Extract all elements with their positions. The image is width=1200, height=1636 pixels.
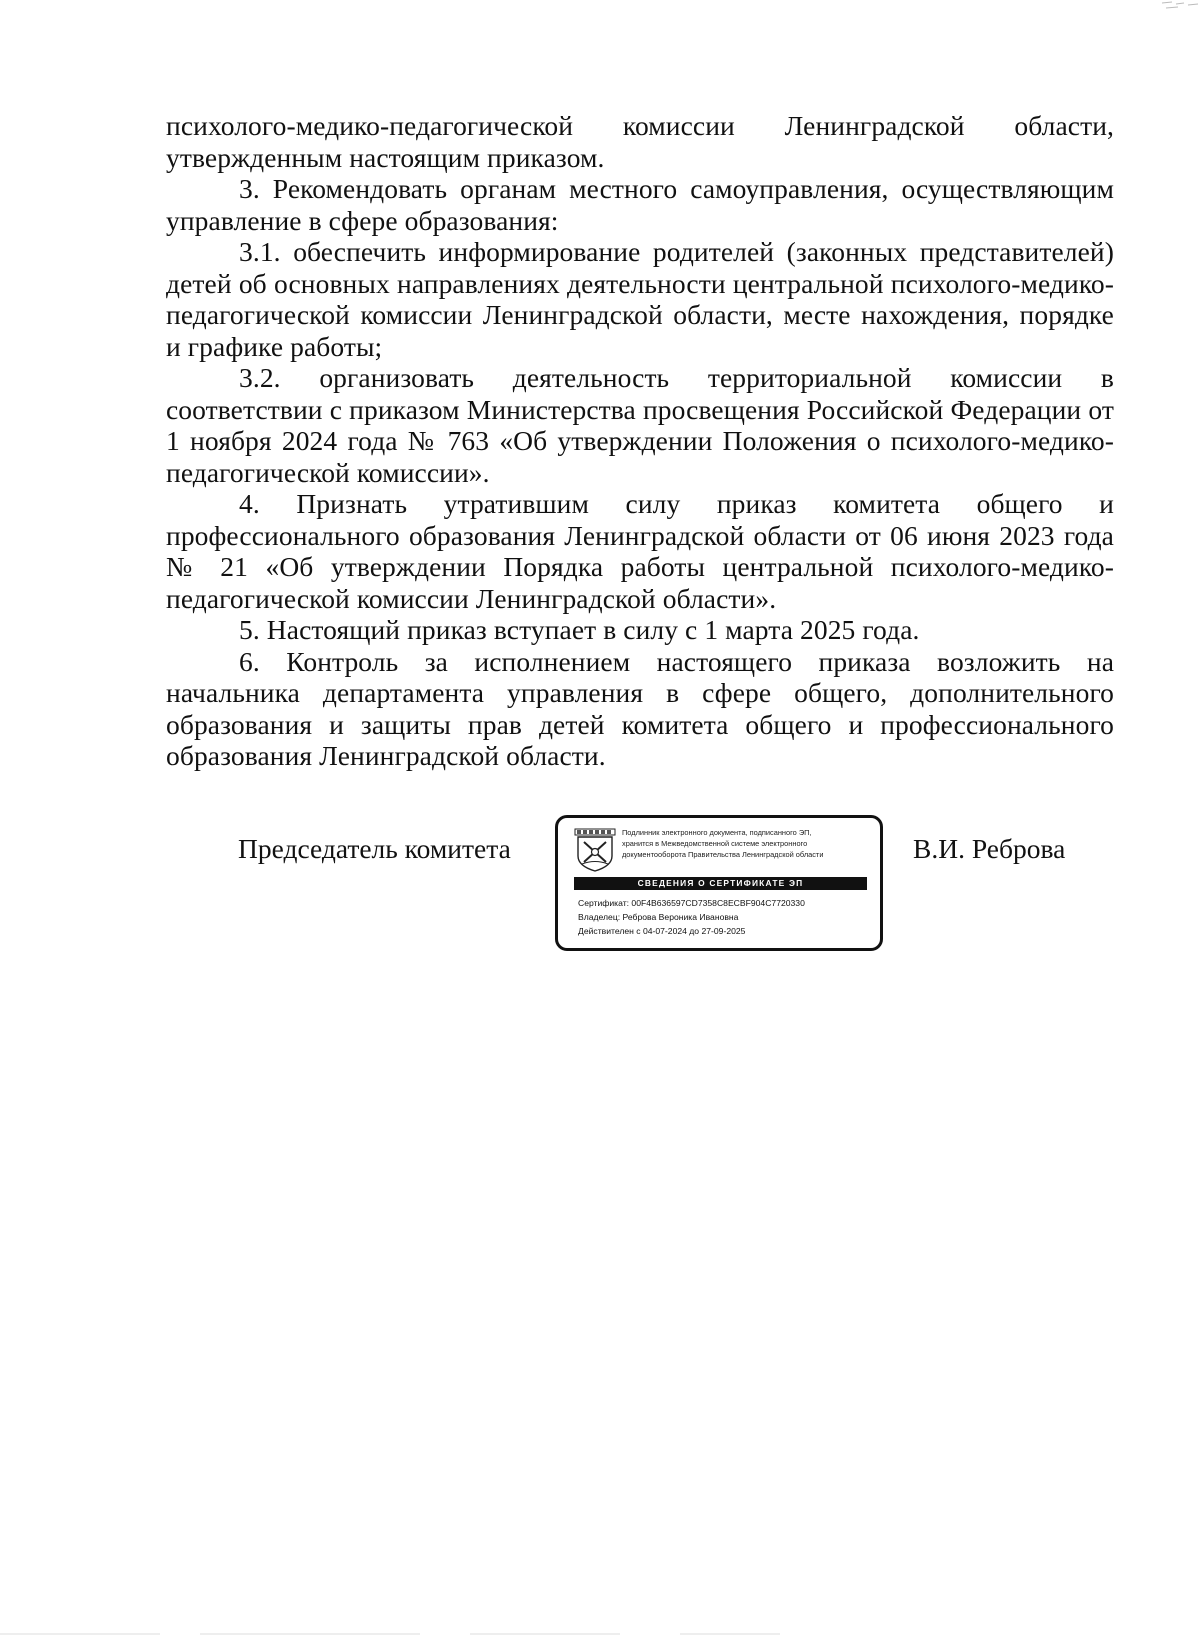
stamp-header-line: Подлинник электронного документа, подписанного ЭП, <box>622 828 812 837</box>
document-body <box>166 110 1114 772</box>
signatory-name: В.И. Реброва <box>913 833 1066 864</box>
certificate-number: Сертификат: 00F4B636597CD7358C8ECBF904C7720330 <box>578 898 805 908</box>
scan-artifact-top-right <box>1160 0 1200 12</box>
stamp-header-line: хранится в Межведомственной системе электронного <box>622 839 808 848</box>
certificate-owner: Владелец: Реброва Вероника Ивановна <box>578 912 739 922</box>
signature-block <box>0 815 1200 955</box>
certificate-validity: Действителен с 04-07-2024 до 27-09-2025 <box>578 926 746 936</box>
electronic-signature-stamp <box>555 815 883 951</box>
scan-artifact-bottom-edge <box>0 1628 1200 1636</box>
stamp-header <box>622 827 872 860</box>
certificate-details <box>578 896 878 938</box>
signatory-title: Председатель комитета <box>238 833 511 864</box>
paragraph-4: 4. Признать утратившим силу приказ комитета общего и профессионального образования Ленинградской области от 06 июня 2023 года № 21 «Об утверждении Порядка работы центральной психолого-медико-педагогической комиссии Ленинградской области». <box>166 488 1114 614</box>
certificate-info-bar: СВЕДЕНИЯ О СЕРТИФИКАТЕ ЭП <box>574 877 867 890</box>
coat-of-arms-icon <box>574 828 616 872</box>
paragraph-5: 5. Настоящий приказ вступает в силу с 1 марта 2025 года. <box>239 614 920 645</box>
paragraph-3: 3. Рекомендовать органам местного самоуправления, осуществляющим управление в сфере образования: <box>166 173 1114 236</box>
paragraph-3-2: 3.2. организовать деятельность территориальной комиссии в соответствии с приказом Министерства просвещения Российской Федерации от 1 ноября 2024 года № 763 «Об утверждении Положения о психолого-медико-педагогической комиссии». <box>166 362 1114 488</box>
paragraph-0: психолого-медико-педагогической комиссии Ленинградской области, утвержденным настоящим приказом. <box>166 110 1114 173</box>
paragraph-3-1: 3.1. обеспечить информирование родителей (законных представителей) детей об основных направлениях деятельности центральной психолого-медико-педагогической комиссии Ленинградской области, месте нахождения, порядке и графике работы; <box>166 236 1114 362</box>
stamp-header-line: документооборота Правительства Ленинградской области <box>622 850 824 859</box>
paragraph-6: 6. Контроль за исполнением настоящего приказа возложить на начальника департамента управления в сфере общего, дополнительного образования и защиты прав детей комитета общего и профессионального образования Ленинградской области. <box>166 645 1114 771</box>
